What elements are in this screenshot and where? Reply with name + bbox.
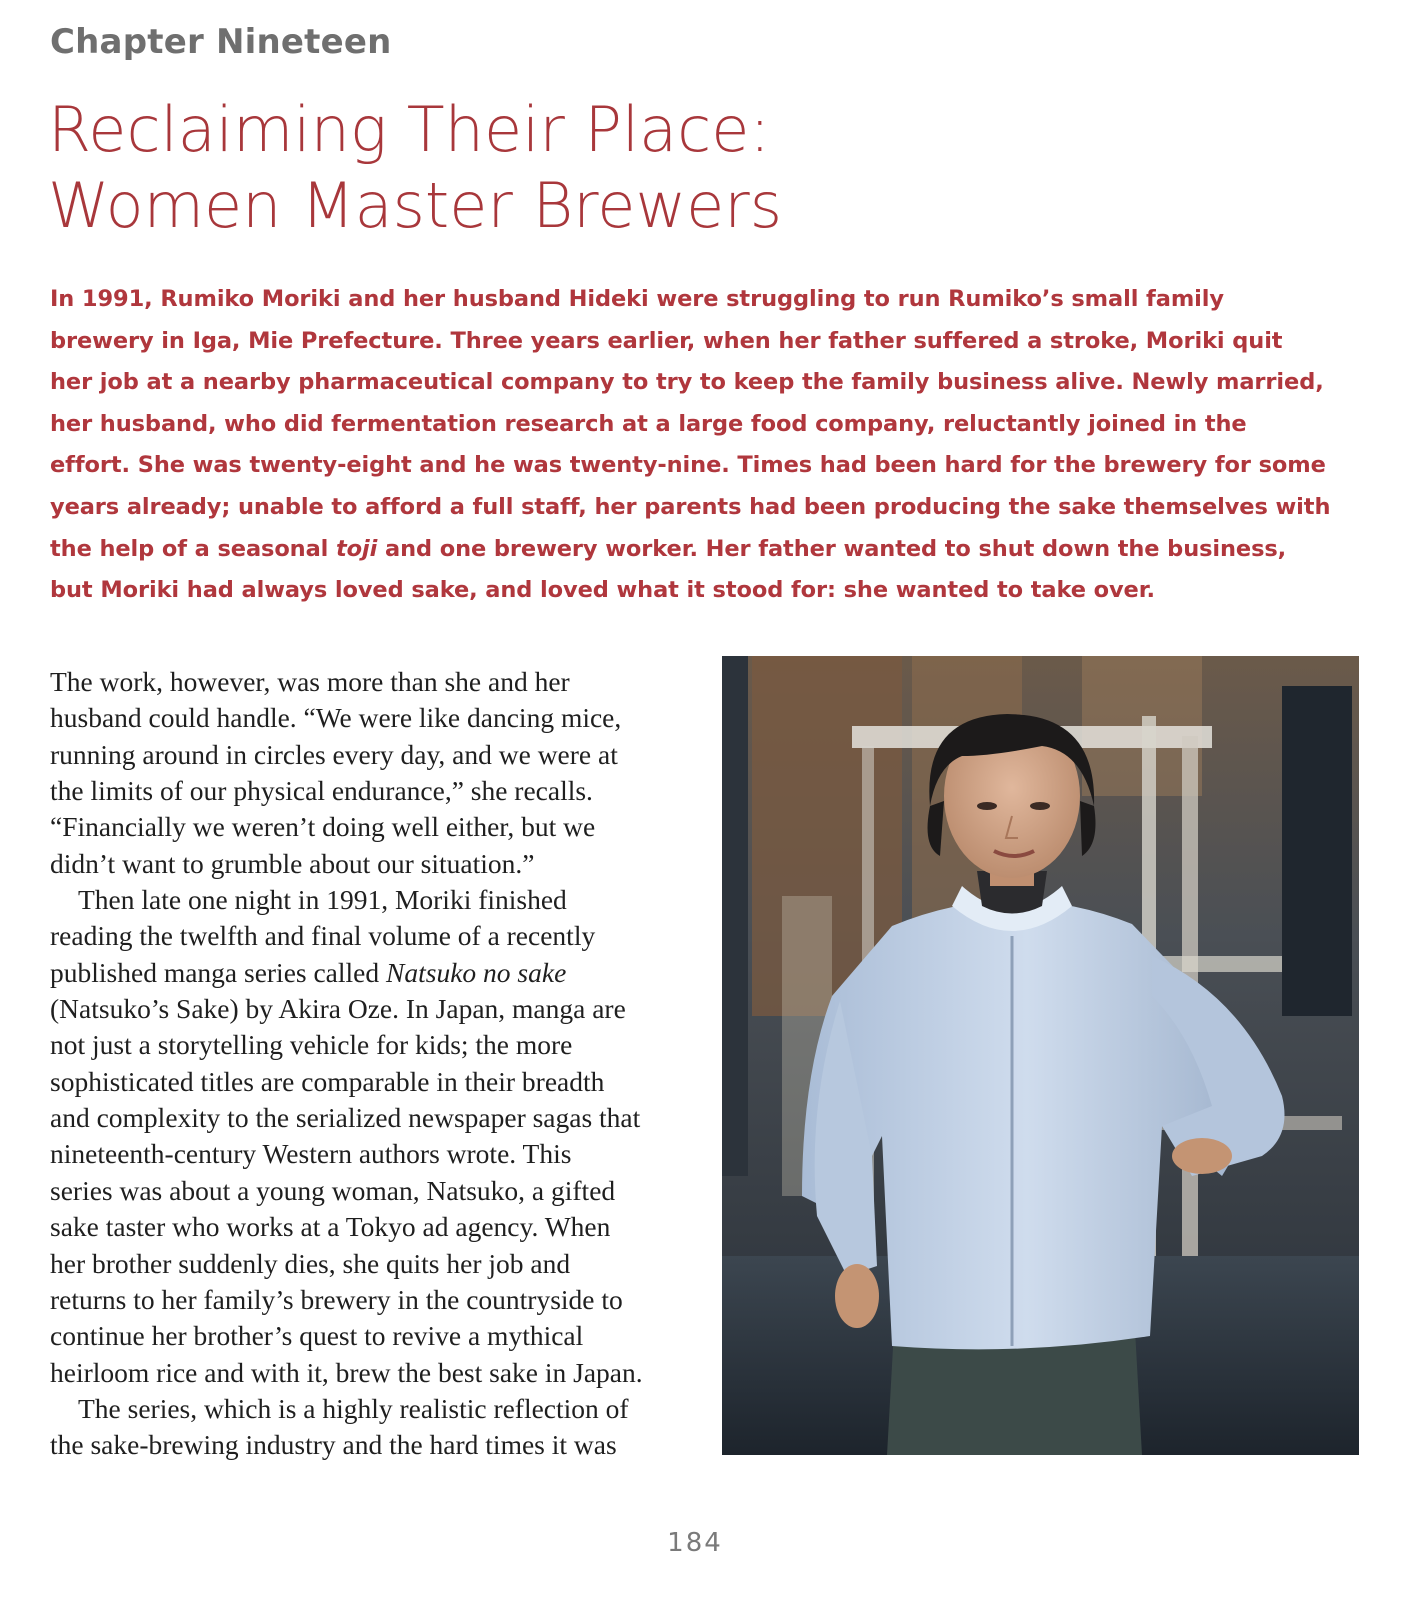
chapter-label: Chapter Nineteen (50, 22, 392, 62)
body-line: (Natsuko’s Sake) by Akira Oze. In Japan, manga are (50, 993, 626, 1025)
intro-line: her husband, who did fermentation research at a large food company, reluctantly joined in the (50, 410, 1247, 437)
manga-title: Natsuko no sake (386, 956, 567, 988)
intro-line-text: the help of a seasonal (50, 535, 337, 562)
brewer-portrait-photo (722, 656, 1359, 1455)
body-line: “Financially we weren’t doing well either, but we (50, 811, 596, 843)
body-line: The work, however, was more than she and her (50, 666, 570, 697)
body-line: nineteenth-century Western authors wrote. This (50, 1138, 572, 1170)
body-line-text: published manga series called (50, 956, 387, 988)
body-line: running around in circles every day, and we were at (50, 738, 618, 770)
body-line: her brother suddenly dies, she quits her job and (50, 1247, 571, 1279)
body-line: the limits of our physical endurance,” she recalls. (50, 775, 593, 807)
body-column (50, 664, 700, 1464)
chapter-title-line-1: Reclaiming Their Place: (48, 93, 771, 166)
body-line: didn’t want to grumble about our situation.” (50, 847, 535, 879)
intro-line: but Moriki had always loved sake, and loved what it stood for: she wanted to take over. (50, 577, 1155, 604)
intro-line: years already; unable to afford a full staff, her parents had been producing the sake themselves with (50, 493, 1331, 520)
intro-paragraph (50, 279, 1350, 612)
intro-line: In 1991, Rumiko Moriki and her husband Hideki were struggling to run Rumiko’s small family (50, 286, 1224, 312)
body-line: Then late one night in 1991, Moriki finished (78, 884, 567, 916)
body-line: reading the twelfth and final volume of a recently (50, 920, 596, 952)
chapter-title (48, 92, 782, 244)
body-line: and complexity to the serialized newspaper sagas that (50, 1102, 641, 1134)
intro-line: brewery in Iga, Mie Prefecture. Three years earlier, when her father suffered a stroke, Moriki quit (50, 327, 1283, 354)
page-number: 184 (667, 1528, 723, 1558)
body-line: heirloom rice and with it, brew the best sake in Japan. (50, 1356, 643, 1388)
body-line: returns to her family’s brewery in the countryside to (50, 1283, 623, 1315)
intro-line-text: and one brewery worker. Her father wanted to shut down the business, (377, 535, 1287, 562)
body-line: sake taster who works at a Tokyo ad agency. When (50, 1211, 611, 1243)
chapter-title-line-2: Women Master Brewers (48, 169, 783, 242)
intro-line (50, 529, 1350, 571)
intro-line: effort. She was twenty-eight and he was twenty-nine. Times had been hard for the brewery for some (50, 452, 1326, 479)
body-line: the sake-brewing industry and the hard times it was (50, 1429, 617, 1461)
intro-line: her job at a nearby pharmaceutical company to try to keep the family business alive. Newly married, (50, 369, 1324, 396)
body-line: sophisticated titles are comparable in their breadth (50, 1065, 605, 1097)
body-line: continue her brother’s quest to revive a mythical (50, 1320, 584, 1352)
body-line: series was about a young woman, Natsuko, a gifted (50, 1174, 616, 1206)
body-line: The series, which is a highly realistic reflection of (78, 1392, 629, 1424)
portrait-illustration (722, 656, 1359, 1455)
body-line (50, 955, 700, 991)
body-line: not just a storytelling vehicle for kids; the more (50, 1029, 573, 1061)
body-line: husband could handle. “We were like dancing mice, (50, 702, 622, 734)
intro-italic-term: toji (336, 535, 378, 562)
